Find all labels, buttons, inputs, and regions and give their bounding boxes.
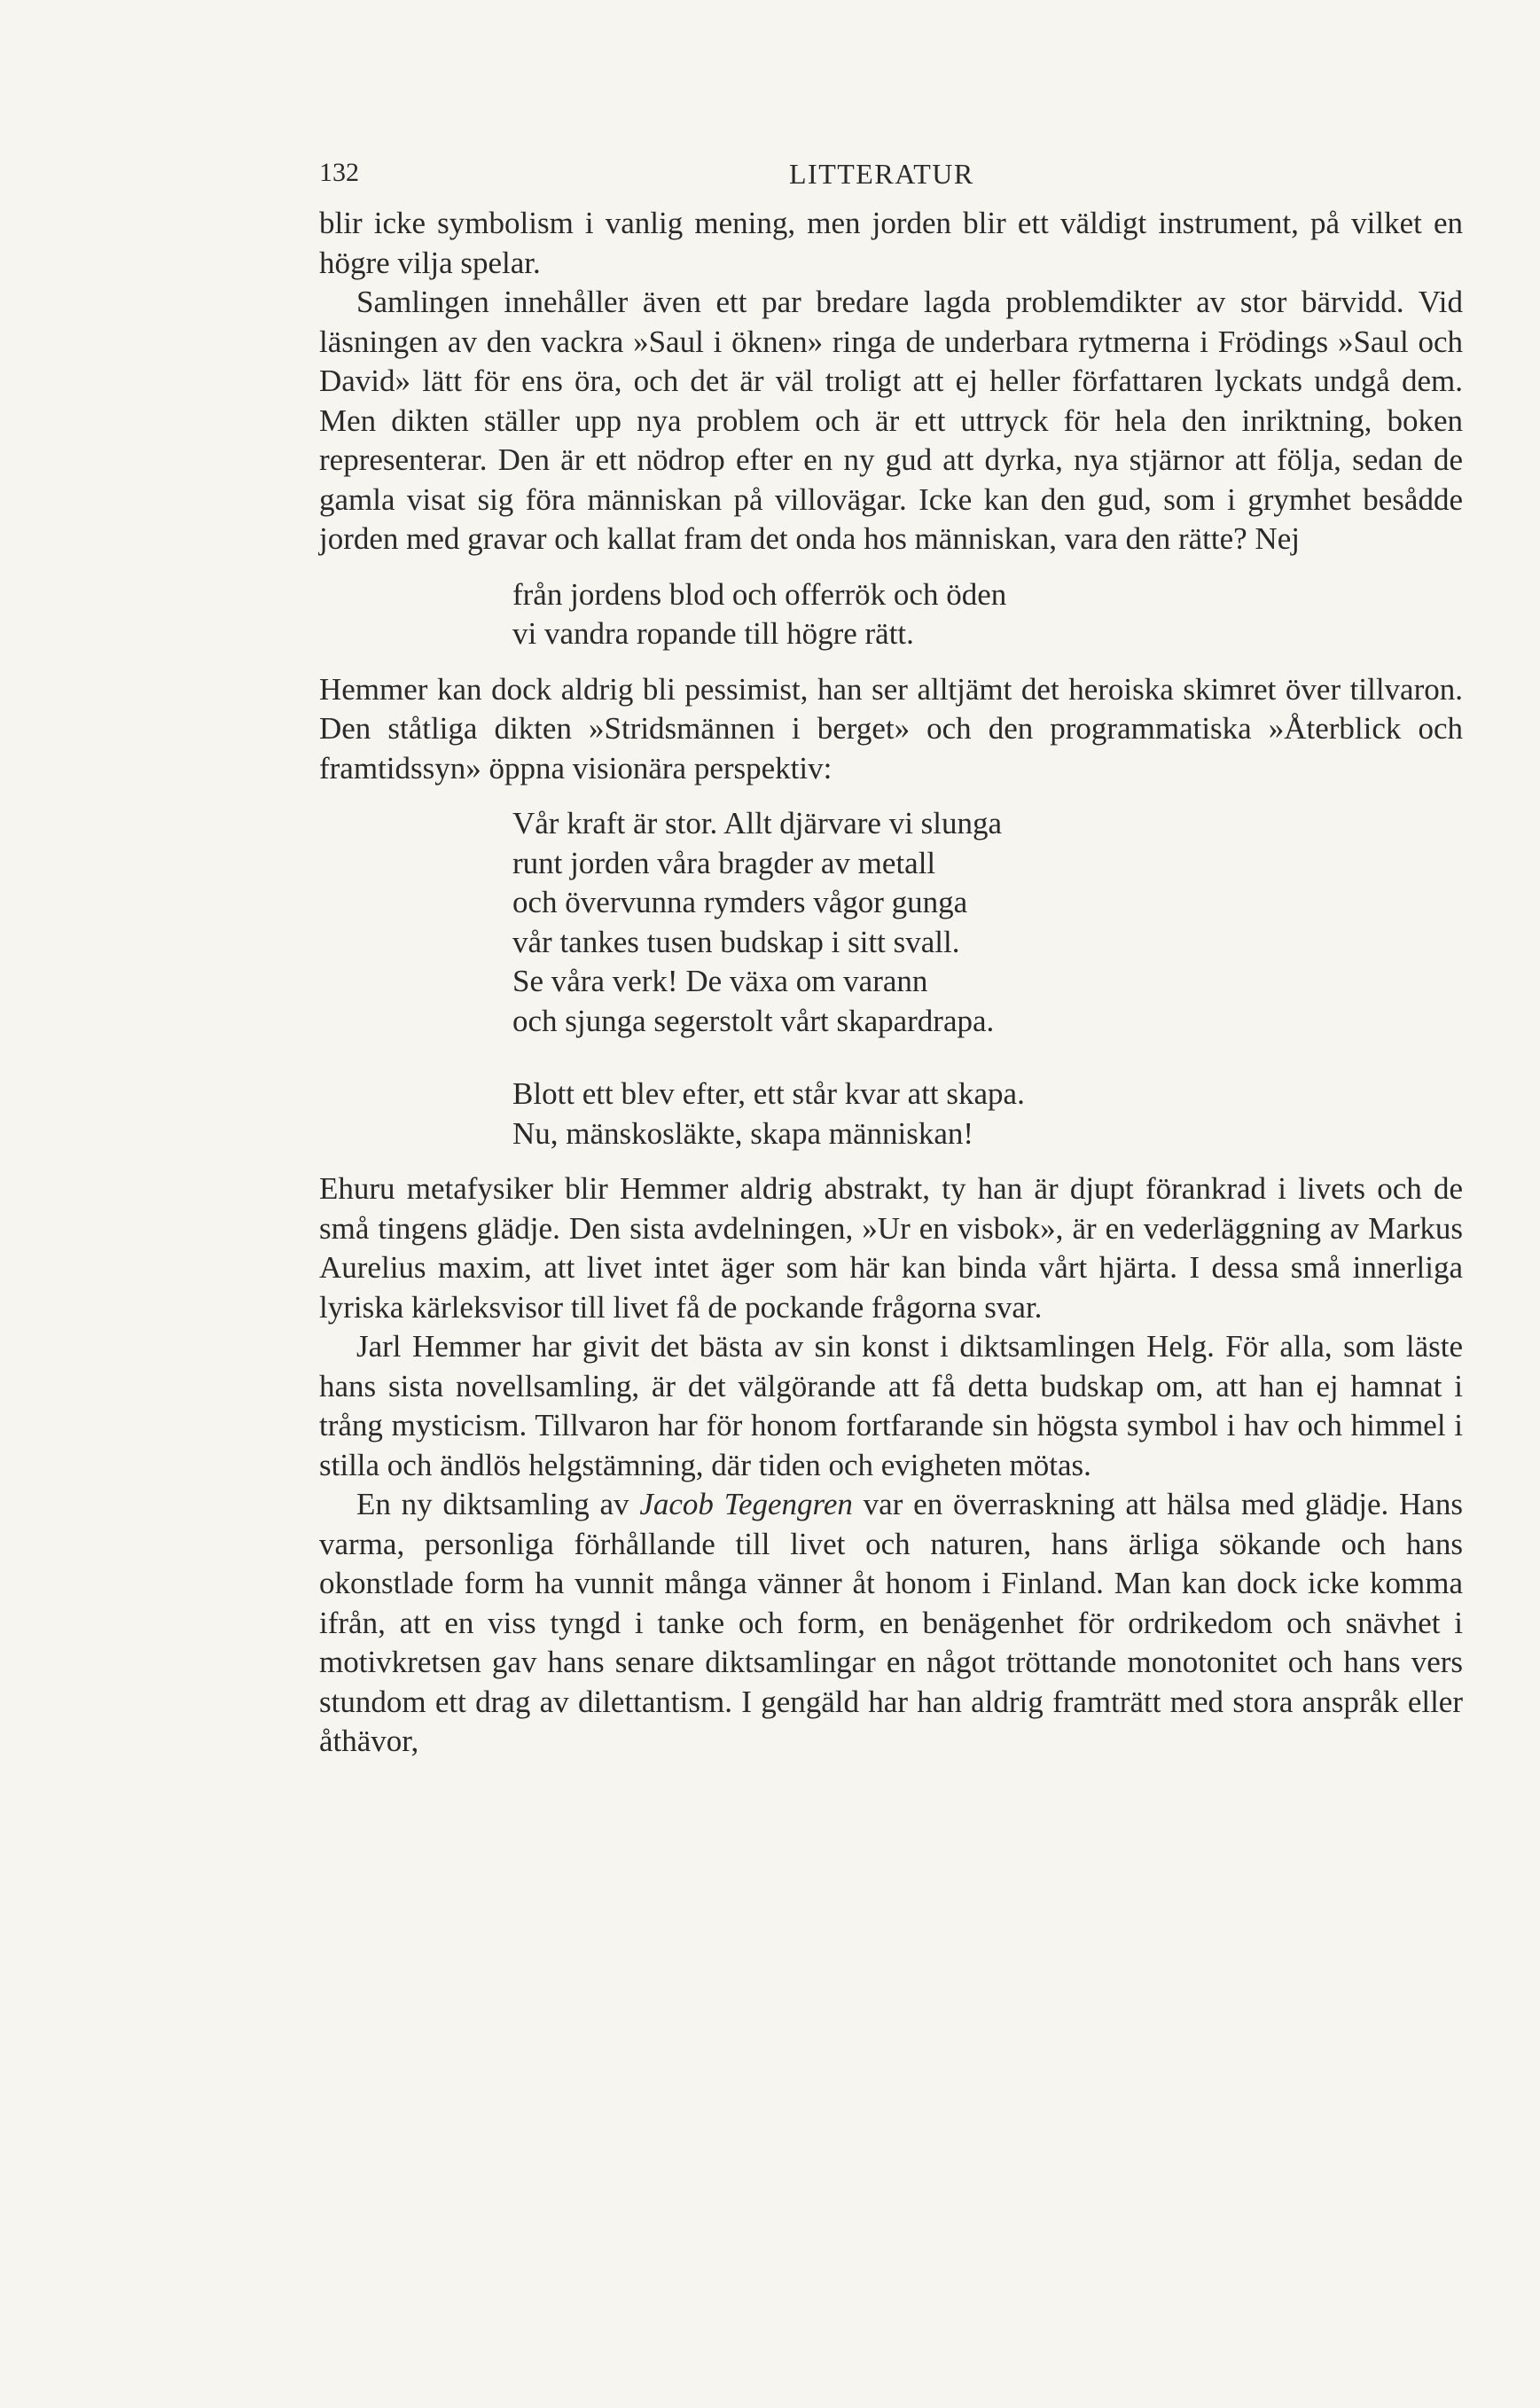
verse-quote-2 bbox=[512, 804, 1463, 1153]
paragraph-metaphysics: Ehuru metafysiker blir Hemmer aldrig abstrakt, ty han är djupt förankrad i livets och de små tingens glädje. Den sista avdelningen, »Ur en visbok», är en vederläggning av Markus Aurelius maxim, att livet intet äger som här kan binda vårt hjärta. I dessa små innerliga lyriska kärleksvisor till livet få de pockande frågorna svar. bbox=[319, 1171, 1463, 1325]
author-name: Jacob Tegengren bbox=[639, 1487, 853, 1521]
text-run: En ny diktsamling av bbox=[356, 1487, 640, 1521]
verse-line: Nu, mänskosläkte, skapa människan! bbox=[512, 1115, 974, 1151]
text-run: var en överraskning att hälsa med glädje. Hans varma, personliga förhållande till livet och naturen, hans ärliga sökande och hans okonstlade form ha vunnit många vänner åt honom i Finland. Man kan dock icke komma ifrån, att en viss tyngd i tanke och form, en benägenhet för ordrikedom och snävhet i motivkretsen gav hans senare diktsamlingar en något tröttande monotonitet och hans vers stundom ett drag av dilettantism. I gengäld har han aldrig framträtt med stora anspråk eller åthävor, bbox=[319, 1487, 1463, 1758]
page-header bbox=[319, 151, 1463, 204]
paragraph-heroic: Hemmer kan dock aldrig bli pessimist, han ser alltjämt det heroiska skimret över tillvaron. Den ståtliga dikten »Stridsmännen i berget» och den programmatiska »Återblick och framtidssyn» öppna visionära perspektiv: bbox=[319, 671, 1463, 786]
verse-line: och övervunna rymders vågor gunga bbox=[512, 885, 968, 919]
body-text bbox=[319, 204, 1463, 1762]
paragraph-continuation: blir icke symbolism i vanlig mening, men jorden blir ett väldigt instrument, på vilket en högre vilja spelar. bbox=[319, 206, 1463, 280]
verse-line: Blott ett blev efter, ett står kvar att skapa. bbox=[512, 1076, 1025, 1111]
verse-quote-1 bbox=[512, 575, 1463, 654]
running-title: LITTERATUR bbox=[789, 158, 974, 190]
verse-line: vi vandra ropande till högre rätt. bbox=[512, 616, 914, 651]
stanza-1 bbox=[512, 804, 1463, 1041]
paragraph-helg: Jarl Hemmer har givit det bästa av sin konst i diktsamlingen Helg. För alla, som läste hans sista novellsamling, är det välgörande att få detta budskap om, att han ej hamnat i trång mysticism. Tillvaron har för honom fortfarande sin högsta symbol i hav och himmel i stilla och ändlös helgstämning, där tiden och evigheten mötas. bbox=[319, 1329, 1463, 1482]
verse-line: Se våra verk! De växa om varann bbox=[512, 964, 928, 998]
paragraph-problem-poems: Samlingen innehåller även ett par bredare lagda problemdikter av stor bärvidd. Vid läsningen av den vackra »Saul i öknen» ringa de underbara rytmerna i Frödings »Saul och David» lätt för ens öra, och det är väl troligt att ej heller författaren lyckats undgå dem. Men dikten ställer upp nya problem och är ett uttryck för hela den inriktning, boken representerar. Den är ett nödrop efter en ny gud att dyrka, nya stjärnor att följa, sedan de gamla visat sig föra människan på villovägar. Icke kan den gud, som i grymhet besådde jorden med gravar och kallat fram det onda hos människan, vara den rätte? Nej bbox=[319, 285, 1463, 556]
verse-line: Vår kraft är stor. Allt djärvare vi slunga bbox=[512, 806, 1003, 840]
page-number: 132 bbox=[319, 158, 359, 187]
verse-line: runt jorden våra bragder av metall bbox=[512, 845, 936, 880]
stanza-2 bbox=[512, 1075, 1463, 1153]
verse-line: vår tankes tusen budskap i sitt svall. bbox=[512, 924, 960, 959]
book-page bbox=[319, 151, 1463, 1762]
stanza bbox=[512, 575, 1463, 654]
verse-line: och sjunga segerstolt vårt skapardrapa. bbox=[512, 1003, 995, 1038]
paragraph-tegengren bbox=[319, 1485, 1463, 1762]
verse-line: från jordens blod och offerrök och öden bbox=[512, 576, 1007, 612]
